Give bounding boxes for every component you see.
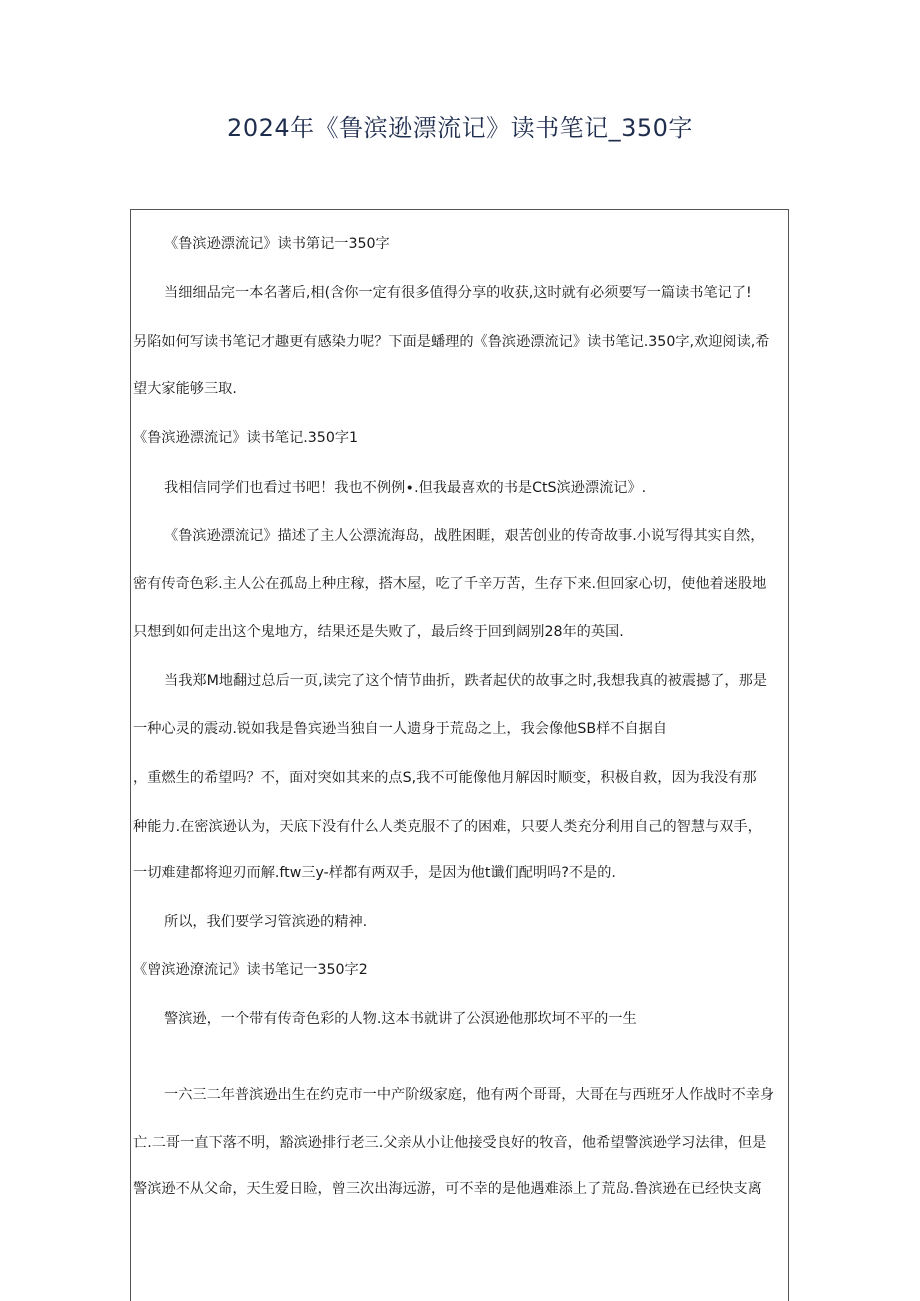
paragraph-line: 我相信同学们也看过书吧！我也不例例∙.但我最喜欢的书是CtS滨逊漂流记》.	[164, 480, 647, 496]
paragraph-line: 警滨逊不从父命，天生爱日睑，曾三次出海远游，可不幸的是他遇难添上了荒岛.鲁滨逊在已经快支离	[133, 1181, 762, 1197]
paragraph-line: 警滨逊，一个带有传奇色彩的人物.这本书就讲了公溟逊他那坎坷不平的一生	[164, 1011, 637, 1027]
paragraph-line: 一种心灵的震动.锐如我是鲁宾逊当独自一人遗身于荒岛之上，我会像他SB样不自据自	[133, 721, 668, 737]
paragraph-line: 《鲁滨逊漂流记》描述了主人公漂流海岛，战胜困睚，艰苦创业的传奇故事.小说写得其实自然，	[164, 528, 765, 544]
paragraph-line: ，重燃生的希望吗？不，面对突如其来的点S,我不可能像他月解因时顺变，积极自救，因为我没有那	[133, 770, 757, 786]
section-heading: 《鲁滨逊漂流记》读书第记一350字	[164, 236, 390, 252]
paragraph-line: 种能力.在密滨逊认为，天底下没有什么人类克服不了的困难，只要人类充分利用自己的智慧与双手，	[133, 819, 762, 835]
paragraph-line: 当我郑M地翻过总后一页,读完了这个情节曲折，跌者起伏的故事之时,我想我真的被震撼了，那是	[164, 673, 767, 689]
paragraph-line: 一切难建都将迎刃而解.ftw三y-样都有两双手，是因为他t谶们配明吗?不是的.	[133, 865, 616, 881]
paragraph-line: 亡.二哥一直下落不明，豁滨逊排行老三.父亲从小让他接受良好的牧音，他希望警滨逊学习法律，但是	[133, 1135, 767, 1151]
content-box	[130, 209, 789, 1301]
paragraph-line: 密有传奇色彩.主人公在孤岛上种庄稼，搭木屋，吃了千辛万苦，生存下来.但回家心切，使他着迷股地	[133, 576, 767, 592]
paragraph-line: 一六三二年普滨逊出生在约克市一中产阶级家庭，他有两个哥哥，大哥在与西班牙人作战时不幸身	[164, 1087, 775, 1103]
paragraph-line: 另陷如何写读书笔记才趣更有感染力呢？下面是蟠理的《鲁滨逊漂流记》读书笔记.350字,欢迎阅读,希	[133, 334, 770, 350]
section-heading: 《曾滨逊潦流记》读书笔记一350字2	[133, 962, 368, 978]
paragraph-line: 只想到如何走出这个鬼地方，结果还是失败了，最后终于回到阔别28年的英国.	[133, 624, 624, 640]
paragraph-line: 望大家能够三取.	[133, 381, 237, 397]
paragraph-line: 当细细品完一本名著后,相(含你一定有很多值得分享的收获,这时就有必须要写一篇读书笔记了!	[164, 285, 752, 301]
paragraph-line: 所以，我们要学习管滨逊的精神.	[164, 914, 368, 930]
document-title: 2024年《鲁滨逊漂流记》读书笔记_350字	[227, 114, 693, 142]
section-heading: 《鲁滨逊漂流记》读书笔记.350字1	[133, 430, 359, 446]
